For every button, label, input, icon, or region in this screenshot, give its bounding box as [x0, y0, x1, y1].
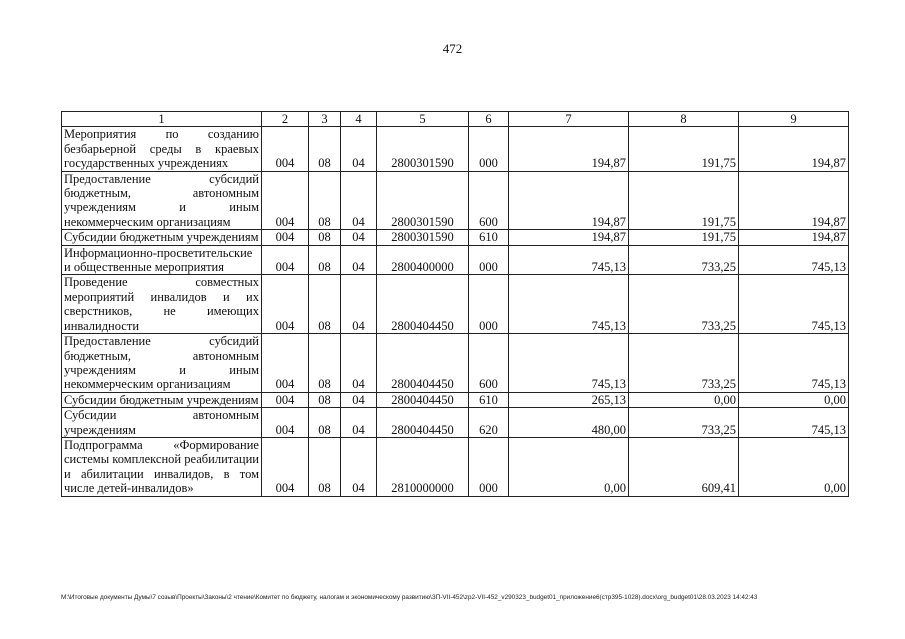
cell-ministry: 004	[262, 171, 309, 230]
cell-target-article: 2800301590	[377, 230, 469, 245]
cell-subsection: 04	[341, 334, 377, 393]
cell-amount-9: 194,87	[739, 171, 849, 230]
cell-section: 08	[309, 437, 341, 496]
table-row	[62, 437, 849, 496]
cell-expense-type: 610	[469, 230, 509, 245]
cell-amount-8: 191,75	[629, 230, 739, 245]
cell-amount-7: 265,13	[509, 392, 629, 407]
column-header: 8	[629, 112, 739, 127]
row-name: Субсидии автономным учреждениям	[62, 408, 262, 438]
column-header: 2	[262, 112, 309, 127]
column-header: 6	[469, 112, 509, 127]
cell-target-article: 2800400000	[377, 245, 469, 275]
column-header: 4	[341, 112, 377, 127]
cell-ministry: 004	[262, 408, 309, 438]
table-row	[62, 334, 849, 393]
cell-amount-7: 480,00	[509, 408, 629, 438]
cell-amount-9: 745,13	[739, 275, 849, 334]
cell-ministry: 004	[262, 230, 309, 245]
table-row	[62, 275, 849, 334]
cell-target-article: 2800301590	[377, 171, 469, 230]
cell-subsection: 04	[341, 127, 377, 171]
cell-subsection: 04	[341, 408, 377, 438]
cell-amount-9: 194,87	[739, 230, 849, 245]
cell-amount-9: 745,13	[739, 245, 849, 275]
document-path-footer: M:\Итоговые документы Думы\7 созыв\Проекты\Законы\2 чтение\Комитет по бюджету, налогам и экономическому развитию\ЗП-VII-452\zp2-VII-452_v290323_budget01_приложение6(стр395-1028).docx\org_budget01\28.03.2023 14:42:43	[61, 594, 758, 601]
row-name: Информационно-просветительские и общественные мероприятия	[62, 245, 262, 275]
cell-amount-7: 745,13	[509, 245, 629, 275]
cell-section: 08	[309, 392, 341, 407]
cell-ministry: 004	[262, 437, 309, 496]
cell-expense-type: 600	[469, 171, 509, 230]
cell-subsection: 04	[341, 230, 377, 245]
cell-amount-7: 745,13	[509, 334, 629, 393]
cell-target-article: 2800404450	[377, 392, 469, 407]
header-row	[62, 112, 849, 127]
cell-ministry: 004	[262, 127, 309, 171]
row-name: Предоставление субсидий бюджетным, автономным учреждениям и иным некоммерческим организациям	[62, 334, 262, 393]
table-row	[62, 245, 849, 275]
cell-amount-9: 0,00	[739, 437, 849, 496]
cell-expense-type: 610	[469, 392, 509, 407]
cell-subsection: 04	[341, 275, 377, 334]
cell-ministry: 004	[262, 275, 309, 334]
column-header: 5	[377, 112, 469, 127]
budget-table	[61, 111, 849, 497]
cell-amount-7: 194,87	[509, 127, 629, 171]
cell-target-article: 2800404450	[377, 334, 469, 393]
column-header: 7	[509, 112, 629, 127]
cell-subsection: 04	[341, 392, 377, 407]
column-header: 1	[62, 112, 262, 127]
row-name: Мероприятия по созданию безбарьерной среды в краевых государственных учреждениях	[62, 127, 262, 171]
cell-target-article: 2800404450	[377, 275, 469, 334]
cell-amount-8: 191,75	[629, 127, 739, 171]
row-name: Подпрограмма «Формирование системы комплексной реабилитации и абилитации инвалидов, в том числе детей-инвалидов»	[62, 437, 262, 496]
table-row	[62, 408, 849, 438]
row-name: Субсидии бюджетным учреждениям	[62, 230, 262, 245]
cell-target-article: 2800404450	[377, 408, 469, 438]
cell-subsection: 04	[341, 245, 377, 275]
cell-amount-7: 0,00	[509, 437, 629, 496]
cell-expense-type: 620	[469, 408, 509, 438]
cell-section: 08	[309, 171, 341, 230]
table-row	[62, 127, 849, 171]
column-header: 3	[309, 112, 341, 127]
cell-amount-8: 0,00	[629, 392, 739, 407]
cell-target-article: 2800301590	[377, 127, 469, 171]
cell-section: 08	[309, 334, 341, 393]
cell-amount-9: 745,13	[739, 408, 849, 438]
cell-expense-type: 600	[469, 334, 509, 393]
column-header: 9	[739, 112, 849, 127]
cell-expense-type: 000	[469, 275, 509, 334]
cell-section: 08	[309, 408, 341, 438]
cell-section: 08	[309, 230, 341, 245]
cell-amount-9: 745,13	[739, 334, 849, 393]
cell-ministry: 004	[262, 334, 309, 393]
cell-subsection: 04	[341, 437, 377, 496]
table-row	[62, 392, 849, 407]
cell-amount-8: 733,25	[629, 408, 739, 438]
cell-ministry: 004	[262, 392, 309, 407]
cell-amount-9: 194,87	[739, 127, 849, 171]
cell-section: 08	[309, 245, 341, 275]
page-number: 472	[442, 41, 463, 56]
cell-ministry: 004	[262, 245, 309, 275]
cell-expense-type: 000	[469, 127, 509, 171]
cell-amount-8: 733,25	[629, 275, 739, 334]
table-row	[62, 230, 849, 245]
cell-target-article: 2810000000	[377, 437, 469, 496]
cell-amount-8: 733,25	[629, 245, 739, 275]
cell-amount-8: 609,41	[629, 437, 739, 496]
cell-expense-type: 000	[469, 437, 509, 496]
cell-section: 08	[309, 275, 341, 334]
row-name: Предоставление субсидий бюджетным, автономным учреждениям и иным некоммерческим организациям	[62, 171, 262, 230]
cell-amount-8: 733,25	[629, 334, 739, 393]
table-row	[62, 171, 849, 230]
cell-amount-7: 194,87	[509, 171, 629, 230]
row-name: Субсидии бюджетным учреждениям	[62, 392, 262, 407]
cell-expense-type: 000	[469, 245, 509, 275]
cell-section: 08	[309, 127, 341, 171]
cell-amount-8: 191,75	[629, 171, 739, 230]
row-name: Проведение совместных мероприятий инвалидов и их сверстников, не имеющих инвалидности	[62, 275, 262, 334]
cell-amount-9: 0,00	[739, 392, 849, 407]
cell-amount-7: 745,13	[509, 275, 629, 334]
cell-amount-7: 194,87	[509, 230, 629, 245]
cell-subsection: 04	[341, 171, 377, 230]
